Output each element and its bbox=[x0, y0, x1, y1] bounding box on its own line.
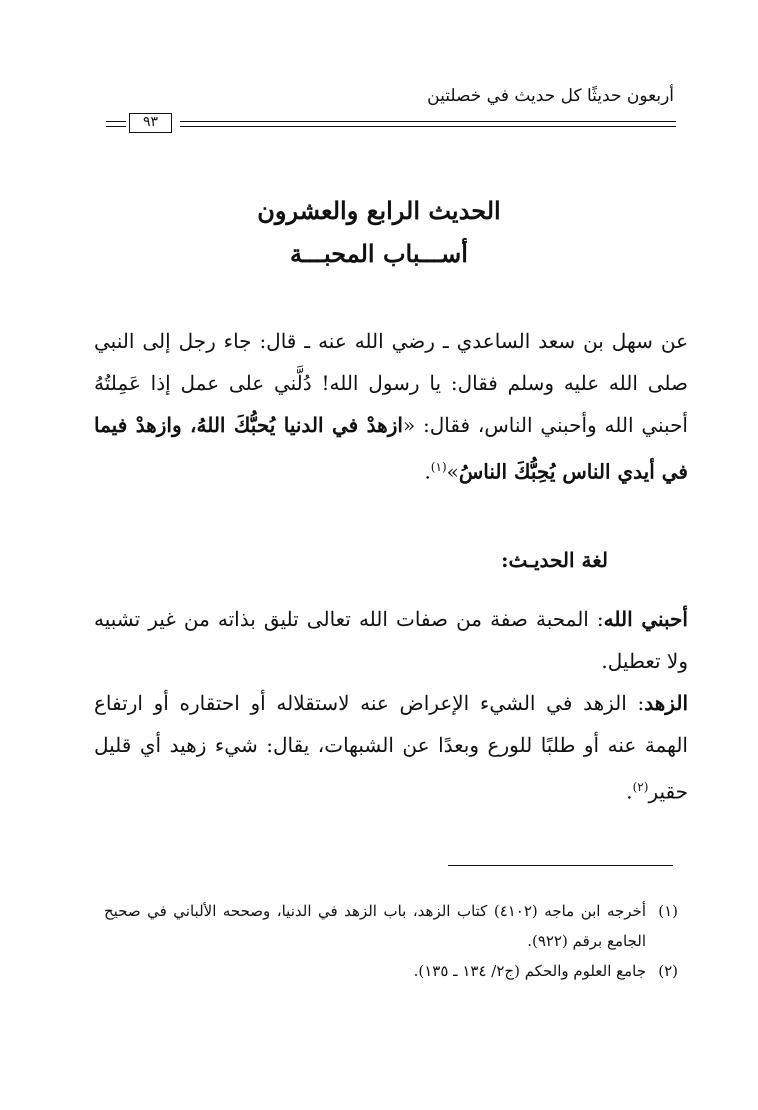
running-title: أربعون حديثًا كل حديث في خصلتين bbox=[427, 86, 674, 106]
hadith-subtitle: أســـباب المحبـــة bbox=[290, 239, 468, 268]
header-rule bbox=[106, 121, 126, 122]
lexicon-section bbox=[94, 598, 688, 813]
footnotes bbox=[104, 896, 678, 986]
narration-end: . bbox=[424, 459, 431, 484]
lexicon-end: . bbox=[626, 779, 633, 804]
lexicon-heading: لغة الحديـث: bbox=[501, 548, 608, 572]
hadith-text: ازهدْ في الدنيا يُحبُّكَ اللهُ، وازهدْ فيما في أيدي الناس يُحِبُّكَ الناسُ bbox=[94, 413, 688, 484]
narration-paragraph bbox=[94, 320, 688, 493]
lexicon-entry bbox=[94, 598, 688, 682]
lexicon-definition: : المحبة صفة من صفات الله تعالى تليق بذاته من غير تشبيه ولا تعطيل. bbox=[94, 607, 688, 673]
header-rule bbox=[180, 126, 676, 127]
footnote-number: (١) bbox=[658, 902, 678, 920]
lexicon-definition: : الزهد في الشيء الإعراض عنه لاستقلاله أو احتقاره أو ارتفاع الهمة عنه أو طلبًا للورع وبعدًا عن الشبهات، يقال: شيء زهيد أي قليل حقير bbox=[94, 691, 688, 804]
footnote bbox=[104, 956, 678, 986]
header-rule bbox=[106, 126, 126, 127]
footnote bbox=[104, 896, 678, 956]
header-rule bbox=[180, 121, 676, 122]
lexicon-term: الزهد bbox=[644, 691, 688, 715]
page-number: ٩٣ bbox=[129, 113, 172, 133]
footnote-ref[interactable]: (١) bbox=[430, 460, 447, 474]
footnote-text: جامع العلوم والحكم (ج٢/ ١٣٤ ـ ١٣٥). bbox=[413, 962, 646, 980]
narration-text: عن سهل بن سعد الساعدي ـ رضي الله عنه ـ قال: جاء رجل إلى النبي صلى الله عليه وسلم فقال: يا رسول الله! دُلَّني على عمل إذا عَمِلتُهُ أحبني الله وأحبني الناس، فقال: « bbox=[94, 329, 688, 437]
lexicon-term: أحبني الله bbox=[603, 607, 688, 631]
footnote-separator bbox=[448, 865, 673, 866]
lexicon-entry bbox=[94, 682, 688, 813]
quote-close: » bbox=[446, 459, 459, 484]
hadith-title: الحديث الرابع والعشرون bbox=[257, 196, 501, 225]
footnote-text: أخرجه ابن ماجه (٤١٠٢) كتاب الزهد، باب الزهد في الدنيا، وصححه الألباني في صحيح الجامع برقم (٩٢٢). bbox=[104, 902, 646, 950]
footnote-ref[interactable]: (٢) bbox=[632, 780, 649, 794]
footnote-number: (٢) bbox=[658, 962, 678, 980]
